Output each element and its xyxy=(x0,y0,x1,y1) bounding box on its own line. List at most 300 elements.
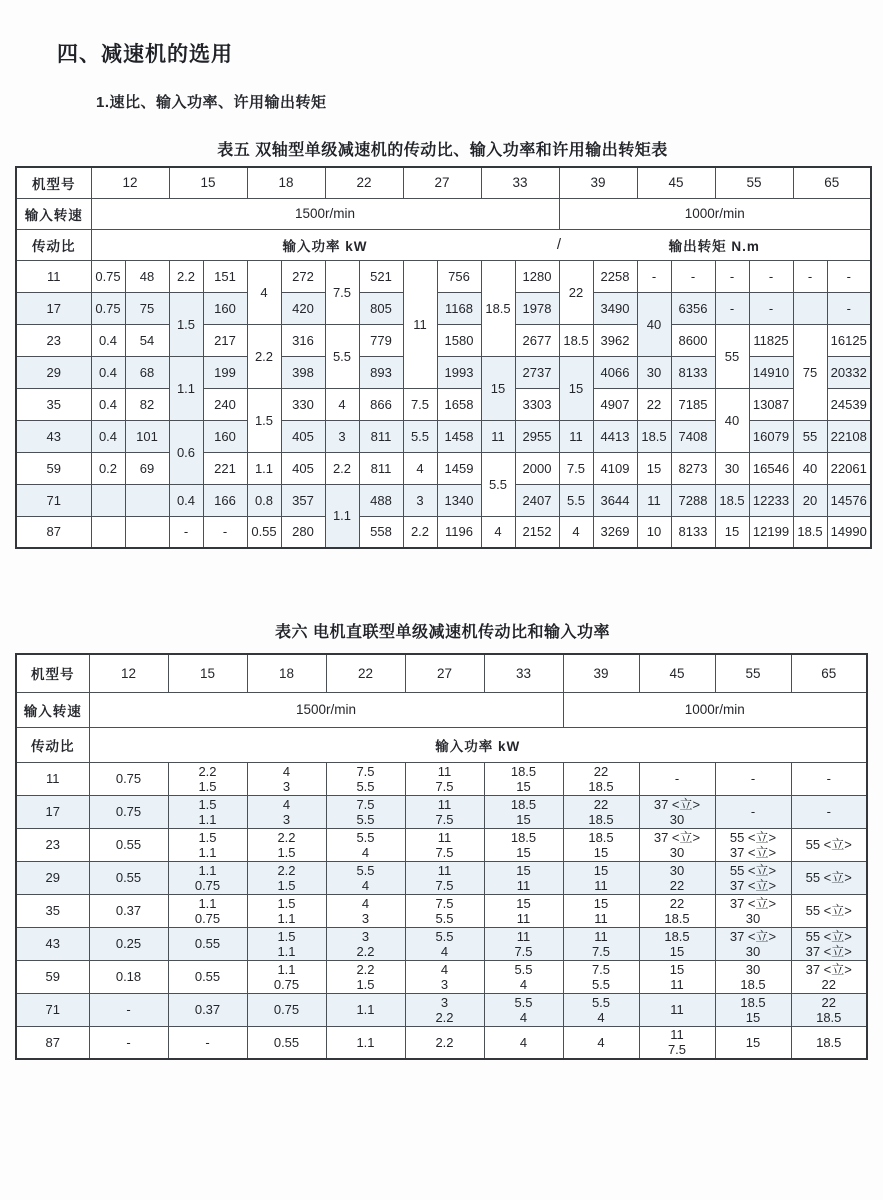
power-line: 30 xyxy=(669,811,685,827)
ratio-value: 17 xyxy=(16,292,91,324)
table6-power-cell xyxy=(791,795,867,828)
power-line: 15 xyxy=(669,943,685,959)
table6-data-row xyxy=(16,960,867,993)
table6-power-cell xyxy=(405,762,484,795)
model-col-header: 15 xyxy=(169,167,247,198)
model-col-header: 39 xyxy=(559,167,637,198)
table5-power-cell: 11 xyxy=(637,484,671,516)
table5-torque-cell: 420 xyxy=(281,292,325,324)
power-line: 22 xyxy=(821,994,836,1010)
power-line: 22 xyxy=(593,763,609,779)
power-line: 0.75 xyxy=(273,1002,300,1017)
power-lines xyxy=(169,797,247,827)
table5-torque-cell: 1459 xyxy=(437,452,481,484)
table6-power-cell xyxy=(168,828,247,861)
table5-data-row xyxy=(16,452,871,484)
table6-power-cell xyxy=(791,861,867,894)
table5-power-cell: 4 xyxy=(403,452,437,484)
table5-torque-cell: 3269 xyxy=(593,516,637,548)
table5-torque-cell: - xyxy=(671,260,715,292)
power-lines xyxy=(406,929,484,959)
table6-power-cell xyxy=(639,1026,715,1059)
power-lines xyxy=(169,896,247,926)
table6-power-cell xyxy=(715,828,791,861)
power-line: 5.5 xyxy=(514,994,533,1010)
table6-power-cell xyxy=(247,993,326,1026)
table6-power-cell xyxy=(639,993,715,1026)
table5-torque-cell: 3962 xyxy=(593,324,637,356)
power-line: 18.5 xyxy=(664,928,690,944)
table6-power-cell xyxy=(247,795,326,828)
table5-data-row xyxy=(16,260,871,292)
table6-power-cell xyxy=(639,795,715,828)
ratio-value: 29 xyxy=(16,356,91,388)
power-line: 5.5 xyxy=(514,961,533,977)
table6-power-cell xyxy=(326,894,405,927)
power-line: 7.5 xyxy=(435,844,454,860)
table5-power-cell: 18.5 xyxy=(559,324,593,356)
table5-torque-cell: 20332 xyxy=(827,356,871,388)
table5-torque-cell: 7408 xyxy=(671,420,715,452)
table6-power-cell xyxy=(484,927,563,960)
table6-power-cell xyxy=(326,861,405,894)
power-line: 1.1 xyxy=(198,811,217,827)
ratio-value: 35 xyxy=(16,894,89,927)
table5-power-cell xyxy=(793,292,827,324)
power-line: 15 xyxy=(516,778,531,794)
power-line: 15 xyxy=(516,895,531,911)
table6-power-cell xyxy=(405,993,484,1026)
power-line: 1.1 xyxy=(198,895,217,911)
speed-1500-cell: 1500r/min xyxy=(91,198,559,229)
power-line: 15 xyxy=(745,1009,761,1025)
power-line: 18.5 xyxy=(588,778,614,794)
power-lines xyxy=(564,863,639,893)
power-line: - xyxy=(750,804,756,819)
table5-torque-cell: 11825 xyxy=(749,324,793,356)
table6-power-cell xyxy=(168,1026,247,1059)
power-lines xyxy=(640,771,715,786)
power-line: 1.1 xyxy=(277,943,296,959)
table5-power-cell: 22 xyxy=(637,388,671,420)
table5-torque-cell: 1458 xyxy=(437,420,481,452)
power-line: 0.55 xyxy=(273,1034,300,1050)
power-lines xyxy=(90,903,168,918)
power-line: 18.5 xyxy=(664,910,690,926)
table5-power-cell: 5.5 xyxy=(559,484,593,516)
power-lines xyxy=(327,1002,405,1017)
table5-torque-cell: 4066 xyxy=(593,356,637,388)
table5-power-cell: 55 xyxy=(715,324,749,388)
model-col-header: 39 xyxy=(563,654,639,692)
power-lines xyxy=(90,837,168,852)
table5-power-cell: 0.6 xyxy=(169,420,203,484)
table5-torque-cell: 16079 xyxy=(749,420,793,452)
power-line: 5.5 xyxy=(356,778,375,794)
power-line: 18.5 xyxy=(816,1034,842,1050)
power-line: 1.1 xyxy=(198,862,217,878)
table5-torque-cell: 1580 xyxy=(437,324,481,356)
table5-data-row xyxy=(16,484,871,516)
speed-header-label: 输入转速 xyxy=(16,198,91,229)
power-line: 37 <立> xyxy=(805,943,852,959)
power-lines xyxy=(485,863,563,893)
power-line: - xyxy=(826,804,831,819)
table6-power-cell xyxy=(484,1026,563,1059)
power-lines xyxy=(564,764,639,794)
model-col-header: 65 xyxy=(793,167,871,198)
power-lines xyxy=(248,1035,326,1050)
ratio-value: 71 xyxy=(16,993,89,1026)
power-lines xyxy=(716,995,791,1025)
table5-power-cell: 0.75 xyxy=(91,292,125,324)
table6-data-row xyxy=(16,828,867,861)
table6-power-cell xyxy=(715,1026,791,1059)
table5-torque-cell: 3490 xyxy=(593,292,637,324)
table5-power-cell: - xyxy=(793,260,827,292)
power-lines xyxy=(485,962,563,992)
table5-power-cell: 0.4 xyxy=(91,420,125,452)
power-lines xyxy=(248,929,326,959)
table5-power-cell: 1.5 xyxy=(247,388,281,452)
power-lines xyxy=(716,771,791,786)
power-lines xyxy=(169,863,247,893)
power-line: 55 <立> xyxy=(729,829,777,845)
power-lines xyxy=(248,1002,326,1017)
power-lines xyxy=(327,764,405,794)
table5-torque-cell: 24539 xyxy=(827,388,871,420)
power-line: 0.18 xyxy=(115,969,142,984)
power-line: 22 xyxy=(593,796,609,812)
model-col-header: 15 xyxy=(168,654,247,692)
power-line: 1.1 xyxy=(198,844,217,860)
power-lines xyxy=(327,896,405,926)
power-lines xyxy=(640,929,715,959)
power-line: 1.1 xyxy=(277,910,296,926)
table5-power-cell: 0.4 xyxy=(91,324,125,356)
power-lines xyxy=(248,962,326,992)
table5-power-cell: 11 xyxy=(403,260,437,388)
power-line: 37 <立> xyxy=(653,829,701,845)
ratio-value: 17 xyxy=(16,795,89,828)
power-line: 5.5 xyxy=(591,994,611,1010)
model-header-label: 机型号 xyxy=(16,654,89,692)
table5-torque-cell: 12233 xyxy=(749,484,793,516)
table5-torque-cell: 14576 xyxy=(827,484,871,516)
power-lines xyxy=(640,962,715,992)
table6-power-cell xyxy=(484,960,563,993)
model-col-header: 27 xyxy=(403,167,481,198)
power-line: 4 xyxy=(361,895,370,911)
table5-power-cell: 18.5 xyxy=(793,516,827,548)
table6-power-cell xyxy=(89,993,168,1026)
table5-torque-cell: 14990 xyxy=(827,516,871,548)
power-lines xyxy=(485,896,563,926)
table6-power-cell xyxy=(791,894,867,927)
table5-power-cell: 5.5 xyxy=(403,420,437,452)
power-lines xyxy=(564,830,639,860)
table6-power-cell xyxy=(791,1026,867,1059)
power-line: 0.75 xyxy=(115,771,142,786)
table6-power-cell xyxy=(326,927,405,960)
table5-power-cell: 4 xyxy=(325,388,359,420)
power-line: 3 xyxy=(282,778,291,794)
power-lines xyxy=(792,903,867,918)
table5-torque-cell xyxy=(125,484,169,516)
table6-power-cell xyxy=(639,861,715,894)
table5-torque-cell: 811 xyxy=(359,452,403,484)
power-lines xyxy=(248,863,326,893)
power-lines xyxy=(640,830,715,860)
power-lines xyxy=(485,995,563,1025)
model-col-header: 22 xyxy=(326,654,405,692)
power-line: 4 xyxy=(440,943,449,959)
table5-torque-cell: 805 xyxy=(359,292,403,324)
table6-power-cell xyxy=(715,795,791,828)
ratio-value: 87 xyxy=(16,1026,89,1059)
table5-torque-cell: 2258 xyxy=(593,260,637,292)
power-lines xyxy=(406,896,484,926)
power-lines xyxy=(90,969,168,984)
table6-power-cell xyxy=(484,762,563,795)
table6-power-cell xyxy=(715,927,791,960)
power-line: 1.1 xyxy=(356,1002,375,1017)
table6-power-cell xyxy=(326,828,405,861)
table5-power-cell: 0.55 xyxy=(247,516,281,548)
table5-power-cell: 2.2 xyxy=(169,260,203,292)
table5-title: 表五 双轴型单级减速机的传动比、输入功率和许用输出转矩表 xyxy=(217,142,668,159)
power-lines xyxy=(564,797,639,827)
power-lines xyxy=(406,1035,484,1050)
table5-torque-cell: 22108 xyxy=(827,420,871,452)
power-line: 3 xyxy=(440,994,449,1010)
table5 xyxy=(15,166,872,549)
power-line: 15 xyxy=(516,844,531,860)
table6-power-cell xyxy=(247,828,326,861)
table6-power-cell xyxy=(563,828,639,861)
table5-torque-cell: 217 xyxy=(203,324,247,356)
table6-power-cell xyxy=(639,828,715,861)
table5-torque-cell: 1978 xyxy=(515,292,559,324)
power-line: 30 xyxy=(745,961,761,977)
power-line: 7.5 xyxy=(435,811,454,827)
table6-power-cell xyxy=(168,960,247,993)
power-lines xyxy=(406,962,484,992)
table5-data-row xyxy=(16,516,871,548)
power-line: 2.2 xyxy=(198,763,217,779)
table6-speed-row xyxy=(16,692,867,727)
power-lines xyxy=(248,797,326,827)
table6-power-cell xyxy=(484,795,563,828)
table5-torque-cell: 68 xyxy=(125,356,169,388)
power-line: 2.2 xyxy=(356,943,375,959)
power-line: 0.75 xyxy=(115,804,142,819)
power-lines xyxy=(716,863,791,893)
power-line: 37 <立> xyxy=(729,895,777,911)
table5-torque-cell: 1168 xyxy=(437,292,481,324)
power-line: 11 xyxy=(594,877,608,893)
table5-data-row xyxy=(16,388,871,420)
table5-power-cell: 0.4 xyxy=(91,356,125,388)
power-line: 7.5 xyxy=(435,778,454,794)
table5-torque-cell: 1993 xyxy=(437,356,481,388)
power-lines xyxy=(792,771,867,786)
table5-power-cell: 18.5 xyxy=(715,484,749,516)
power-torque-label-cell: 输入功率 kW / 输出转矩 N.m xyxy=(91,229,871,260)
table5-power-cell: 5.5 xyxy=(481,452,515,516)
power-line: 5.5 xyxy=(435,910,454,926)
power-line: - xyxy=(126,1002,131,1017)
power-lines xyxy=(169,969,247,984)
table5-torque-cell: - xyxy=(749,260,793,292)
table5-torque-cell: 151 xyxy=(203,260,247,292)
power-lines xyxy=(327,797,405,827)
table6-power-cell xyxy=(89,960,168,993)
model-col-header: 33 xyxy=(484,654,563,692)
table5-torque-cell: 2737 xyxy=(515,356,559,388)
power-line: 30 xyxy=(669,862,685,878)
table5-torque-cell: 779 xyxy=(359,324,403,356)
power-lines xyxy=(406,863,484,893)
power-lines xyxy=(792,962,867,992)
power-lines xyxy=(792,1035,867,1050)
power-line: 5.5 xyxy=(435,928,454,944)
power-line: 0.37 xyxy=(194,1002,221,1017)
table5-torque-cell: 16546 xyxy=(749,452,793,484)
power-lines xyxy=(248,764,326,794)
table5-power-cell xyxy=(91,484,125,516)
table6-power-cell xyxy=(405,894,484,927)
table6-power-cell xyxy=(484,828,563,861)
power-lines xyxy=(169,1002,247,1017)
table6-power-cell xyxy=(639,894,715,927)
power-line: 1.5 xyxy=(356,976,375,992)
table6-power-cell xyxy=(405,795,484,828)
power-line: - xyxy=(126,1034,131,1050)
table5-torque-cell: 893 xyxy=(359,356,403,388)
power-lines xyxy=(485,1035,563,1050)
table6-power-cell xyxy=(563,993,639,1026)
model-col-header: 27 xyxy=(405,654,484,692)
table6-power-cell xyxy=(715,861,791,894)
power-line: 0.55 xyxy=(115,837,142,852)
table6-power-cell xyxy=(247,762,326,795)
table6-data-row xyxy=(16,795,867,828)
power-line: 11 xyxy=(594,910,608,926)
power-line: 15 xyxy=(745,1034,761,1050)
table6 xyxy=(15,653,868,1060)
table5-power-cell: 15 xyxy=(481,356,515,420)
table5-torque-cell: 3303 xyxy=(515,388,559,420)
model-col-header: 18 xyxy=(247,167,325,198)
power-line: 3 xyxy=(361,928,370,944)
power-line: - xyxy=(205,1034,210,1050)
table5-power-cell: 1.1 xyxy=(247,452,281,484)
power-line: 22 xyxy=(669,895,685,911)
table5-torque-cell: 488 xyxy=(359,484,403,516)
power-line: 11 xyxy=(437,862,452,878)
table5-torque-cell: 2677 xyxy=(515,324,559,356)
power-line: 37 <立> xyxy=(729,844,777,860)
table5-power-cell: 3 xyxy=(403,484,437,516)
power-line: 15 xyxy=(593,862,609,878)
table5-torque-cell: 101 xyxy=(125,420,169,452)
table6-data-row xyxy=(16,993,867,1026)
table5-torque-cell: 2152 xyxy=(515,516,559,548)
table5-power-cell: 18.5 xyxy=(637,420,671,452)
power-line: 7.5 xyxy=(356,763,375,779)
power-line: 15 xyxy=(593,895,609,911)
table6-power-cell xyxy=(484,894,563,927)
power-line: 55 <立> xyxy=(805,837,852,852)
speed-1500-cell: 1500r/min xyxy=(89,692,563,727)
table6-power-cell xyxy=(639,762,715,795)
table6-power-cell xyxy=(247,960,326,993)
table5-torque-cell: 3644 xyxy=(593,484,637,516)
power-lines xyxy=(564,896,639,926)
power-line: 30 xyxy=(745,943,761,959)
table5-torque-cell: 48 xyxy=(125,260,169,292)
table6-data-row xyxy=(16,762,867,795)
power-line: 4 xyxy=(597,1034,605,1050)
power-line: 7.5 xyxy=(667,1042,687,1058)
table5-torque-cell: 405 xyxy=(281,420,325,452)
power-line: 11 xyxy=(670,1002,684,1017)
table5-power-cell: 4 xyxy=(247,260,281,324)
table5-power-cell: 0.4 xyxy=(91,388,125,420)
table5-power-cell: - xyxy=(715,292,749,324)
power-lines xyxy=(716,804,791,819)
table5-torque-cell: 1658 xyxy=(437,388,481,420)
model-col-header: 65 xyxy=(791,654,867,692)
power-lines xyxy=(716,929,791,959)
ratio-value: 59 xyxy=(16,960,89,993)
power-lines xyxy=(716,830,791,860)
table5-torque-cell: 1280 xyxy=(515,260,559,292)
table5-speed-row xyxy=(16,198,871,229)
power-lines xyxy=(327,962,405,992)
power-line: 1.1 xyxy=(356,1034,375,1050)
table6-power-cell xyxy=(89,894,168,927)
power-line: 4 xyxy=(519,1009,528,1025)
table5-torque-cell: 82 xyxy=(125,388,169,420)
ratio-value: 43 xyxy=(16,420,91,452)
power-line: 7.5 xyxy=(591,961,611,977)
table6-power-cell xyxy=(639,960,715,993)
table5-torque-cell: 8600 xyxy=(671,324,715,356)
table6-power-cell xyxy=(326,993,405,1026)
table5-power-cell: 3 xyxy=(325,420,359,452)
power-line: 5.5 xyxy=(356,862,375,878)
power-line: 1.5 xyxy=(198,829,217,845)
table5-power-cell: 40 xyxy=(637,292,671,356)
power-lines xyxy=(90,870,168,885)
power-line: 2.2 xyxy=(277,829,296,845)
table5-power-cell: 2.2 xyxy=(403,516,437,548)
power-lines xyxy=(406,764,484,794)
power-line: 11 xyxy=(437,829,452,845)
table6-power-cell xyxy=(484,861,563,894)
table5-power-cell: 15 xyxy=(559,356,593,420)
table6-power-cell xyxy=(563,795,639,828)
table6-power-cell xyxy=(405,960,484,993)
power-lines xyxy=(564,962,639,992)
power-line: 1.1 xyxy=(277,961,296,977)
table5-torque-cell: 4907 xyxy=(593,388,637,420)
power-lines xyxy=(406,995,484,1025)
power-line: 37 <立> xyxy=(805,961,852,977)
power-line: 18.5 xyxy=(510,763,537,779)
